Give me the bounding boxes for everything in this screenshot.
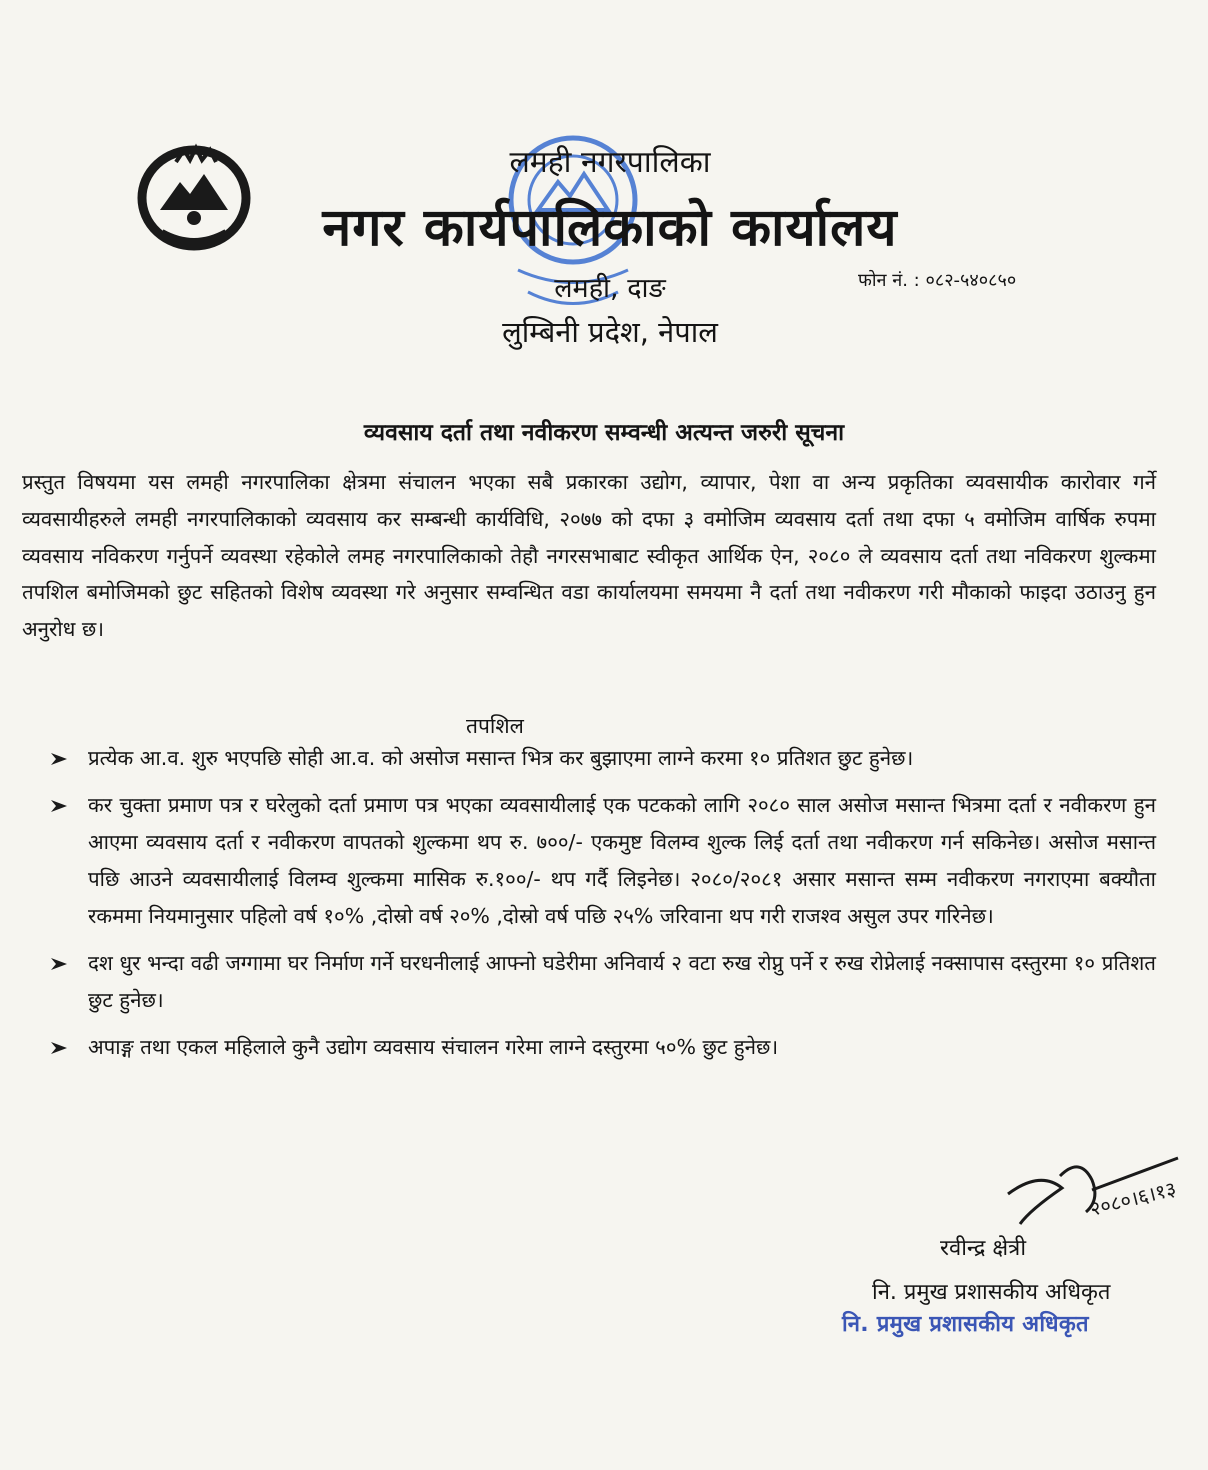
signer-name: रवीन्द्र क्षेत्री bbox=[940, 1236, 1027, 1261]
list-item-text: दश धुर भन्दा वढी जग्गामा घर निर्माण गर्ने घरधनीलाई आफ्नो घडेरीमा अनिवार्य २ वटा रुख रोप्नु पर्ने र रुख रोप्नेलाई नक्सापास दस्तुरमा १० प्रतिशत छुट हुनेछ। bbox=[88, 951, 1156, 1012]
notice-title: व्यवसाय दर्ता तथा नवीकरण सम्वन्धी अत्यन्त जरुरी सूचना bbox=[363, 420, 845, 446]
signer-stamp: नि. प्रमुख प्रशासकीय अधिकृत bbox=[842, 1312, 1089, 1337]
list-item bbox=[50, 1029, 1156, 1066]
list-item bbox=[50, 787, 1156, 935]
details-heading: तपशिल bbox=[466, 714, 524, 738]
arrow-bullet-icon bbox=[50, 957, 68, 971]
phone-number: फोन नं. : ०८२-५४०८५० bbox=[858, 270, 1017, 291]
signer-title: नि. प्रमुख प्रशासकीय अधिकृत bbox=[872, 1280, 1111, 1305]
arrow-bullet-icon bbox=[50, 1041, 68, 1055]
list-item-text: प्रत्येक आ.व. शुरु भएपछि सोही आ.व. को असोज मसान्त भित्र कर बुझाएमा लाग्ने करमा १० प्रतिशत छुट हुनेछ। bbox=[88, 746, 914, 770]
details-list bbox=[50, 740, 1156, 1076]
list-item bbox=[50, 945, 1156, 1019]
signature-scribble bbox=[1000, 1150, 1180, 1230]
nepal-emblem-icon bbox=[132, 140, 256, 252]
province-name: लुम्बिनी प्रदेश, नेपाल bbox=[502, 315, 718, 349]
office-address: लमही, दाङ bbox=[554, 273, 666, 304]
municipality-name: लमही नगरपालिका bbox=[509, 145, 711, 180]
list-item bbox=[50, 740, 1156, 777]
signature-date: २०८०।६।१३ bbox=[1087, 1176, 1179, 1221]
list-item-text: कर चुक्ता प्रमाण पत्र र घरेलुको दर्ता प्रमाण पत्र भएका व्यवसायीलाई एक पटकको लागि २०८० साल असोज मसान्त भित्रमा दर्ता र नवीकरण हुन आएमा व्यवसाय दर्ता र नवीकरण वापतको शुल्कमा थप रु. ७००/- एकमुष्ट विलम्व शुल्क लिई दर्ता तथा नवीकरण गर्न सकिनेछ। असोज मसान्त पछि आउने व्यवसायीलाई विलम्व शुल्कमा मासिक रु.१००/- थप गर्दै लिइनेछ। २०८०/२०८१ असार मसान्त सम्म नवीकरण नगराएमा बक्यौता रकममा नियमानुसार पहिलो वर्ष १०% ,दोस्रो वर्ष २०% ,दोस्रो वर्ष पछि २५% जरिवाना थप गरी राजश्व असुल उपर गरिनेछ। bbox=[88, 793, 1156, 928]
office-name: नगर कार्यपालिकाको कार्यालय bbox=[322, 198, 898, 258]
arrow-bullet-icon bbox=[50, 799, 68, 813]
arrow-bullet-icon bbox=[50, 752, 68, 766]
list-item-text: अपाङ्ग तथा एकल महिलाले कुनै उद्योग व्यवसाय संचालन गरेमा लाग्ने दस्तुरमा ५०% छुट हुनेछ। bbox=[88, 1035, 779, 1059]
notice-intro: प्रस्तुत विषयमा यस लमही नगरपालिका क्षेत्रमा संचालन भएका सबै प्रकारका उद्योग, व्यापार, पेशा वा अन्य प्रकृतिका व्यवसायीक कारोवार गर्ने व्यवसायीहरुले लमही नगरपालिकाको व्यवसाय कर सम्बन्धी कार्यविधि, २०७७ को दफा ३ वमोजिम व्यवसाय दर्ता तथा दफा ५ वमोजिम वार्षिक रुपमा व्यवसाय नविकरण गर्नुपर्ने व्यवस्था रहेकोले लमह नगरपालिकाको तेहौ नगरसभाबाट स्वीकृत आर्थिक ऐन, २०८० ले व्यवसाय दर्ता तथा नविकरण शुल्कमा तपशिल बमोजिमको छुट सहितको विशेष व्यवस्था गरे अनुसार सम्वन्धित वडा कार्यालयमा समयमा नै दर्ता तथा नवीकरण गरी मौकाको फाइदा उठाउनु हुन अनुरोध छ। bbox=[22, 470, 1156, 642]
